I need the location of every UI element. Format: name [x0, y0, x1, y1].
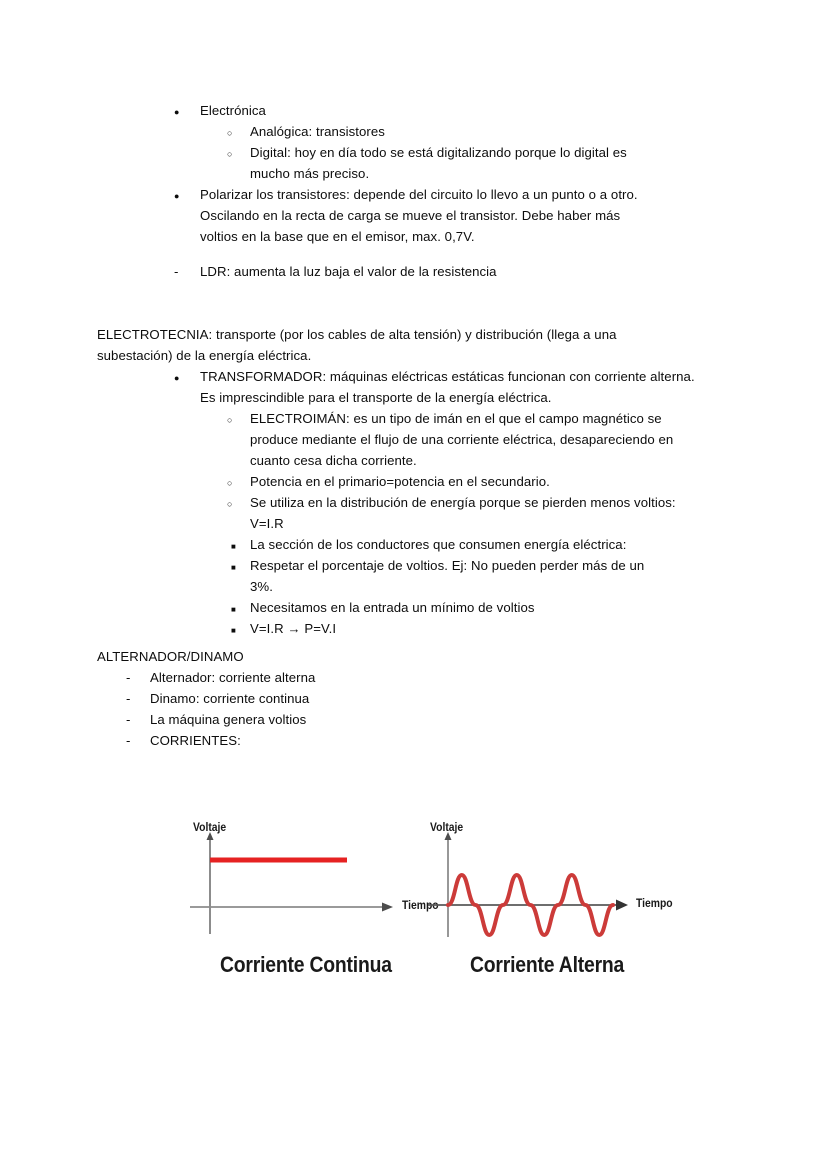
bullet-dash-maquina: [126, 709, 130, 730]
bullet-circle-potencia: [227, 471, 232, 494]
bullet-disc-polarizar: [174, 184, 179, 207]
text-dinamo: Dinamo: corriente continua: [150, 691, 310, 706]
text-digital-line1: Digital: hoy en día todo se está digitalizando porque lo digital es: [250, 145, 627, 160]
chart-ac-series-line: [448, 875, 613, 935]
text-sub-seccion: La sección de los conductores que consumen energía eléctrica:: [250, 537, 627, 552]
bullet-dash-ldr: [174, 261, 178, 282]
text-sub-respetar-line2: 3%.: [250, 579, 273, 594]
text-electroiman-line1: ELECTROIMÁN: es un tipo de imán en el que el campo magnético se: [250, 411, 662, 426]
bullet-circle-digital: [227, 142, 232, 165]
text-alternador: Alternador: corriente alterna: [150, 670, 316, 685]
bullet-dash-alternador: [126, 667, 130, 688]
text-electrotecnia-intro-line2: subestación) de la energía eléctrica.: [97, 348, 312, 363]
text-analogica: Analógica: transistores: [250, 124, 385, 139]
chart-ylabel-voltaje-ac: Voltaje: [430, 822, 464, 834]
text-electroiman-line3: cuanto cesa dicha corriente.: [250, 453, 417, 468]
text-electroiman-line2: produce mediante el flujo de una corriente eléctrica, desapareciendo en: [250, 432, 674, 447]
bullet-square-necesitamos: [231, 597, 236, 620]
text-distribucion-line2: V=I.R: [250, 516, 284, 531]
bullet-square-formula: [231, 618, 236, 641]
chart-xlabel-tiempo-ac: Tiempo: [636, 898, 673, 910]
bullet-dash-dinamo: [126, 688, 130, 709]
chart-ac-x-arrow: [616, 900, 628, 911]
text-ldr: LDR: aumenta la luz baja el valor de la resistencia: [200, 264, 497, 279]
text-electrotecnia-intro-line1: ELECTROTECNIA: transporte (por los cables de alta tensión) y distribución (llega a una: [97, 327, 617, 342]
text-polarizar-line1: Polarizar los transistores: depende del circuito lo llevo a un punto o a otro.: [200, 187, 638, 202]
text-transformador-line2: Es imprescindible para el transporte de la energía eléctrica.: [200, 390, 552, 405]
bullet-circle-electroiman: [227, 408, 232, 431]
text-sub-formula: V=I.R → P=V.I: [250, 621, 337, 636]
text-sub-necesitamos: Necesitamos en la entrada un mínimo de voltios: [250, 600, 535, 615]
text-sub-respetar-line1: Respetar el porcentaje de voltios. Ej: No pueden perder más de un: [250, 558, 645, 573]
text-polarizar-line3: voltios en la base que en el emisor, max. 0,7V.: [200, 229, 475, 244]
text-distribucion-line1: Se utiliza en la distribución de energía porque se pierden menos voltios:: [250, 495, 676, 510]
text-corrientes: CORRIENTES:: [150, 733, 241, 748]
text-transformador-line1: TRANSFORMADOR: máquinas eléctricas estáticas funcionan con corriente alterna.: [200, 369, 695, 384]
figure-corriente-alterna: [428, 812, 673, 992]
figure-corriente-continua: [190, 812, 439, 992]
bullet-square-seccion: [231, 534, 236, 557]
chart-dc-x-arrow: [382, 903, 393, 912]
bullet-circle-analogica: [227, 121, 232, 144]
text-electronica: Electrónica: [200, 103, 266, 118]
text-polarizar-line2: Oscilando en la recta de carga se mueve el transistor. Debe haber más: [200, 208, 621, 223]
chart-ac-plot: [428, 812, 668, 942]
text-potencia: Potencia en el primario=potencia en el secundario.: [250, 474, 550, 489]
bullet-disc-electronica: [174, 100, 179, 123]
chart-xlabel-tiempo-dc: Tiempo: [402, 900, 439, 912]
text-digital-line2: mucho más preciso.: [250, 166, 370, 181]
bullet-dash-corrientes: [126, 730, 130, 751]
chart-title-corriente-alterna: Corriente Alterna: [470, 952, 625, 977]
bullet-disc-transformador: [174, 366, 179, 389]
chart-ylabel-voltaje-dc: Voltaje: [193, 822, 227, 834]
heading-alternador-dinamo: ALTERNADOR/DINAMO: [97, 649, 244, 664]
bullet-square-respetar: [231, 555, 236, 578]
text-maquina: La máquina genera voltios: [150, 712, 307, 727]
bullet-circle-distribucion: [227, 492, 232, 515]
chart-title-corriente-continua: Corriente Continua: [220, 952, 392, 977]
